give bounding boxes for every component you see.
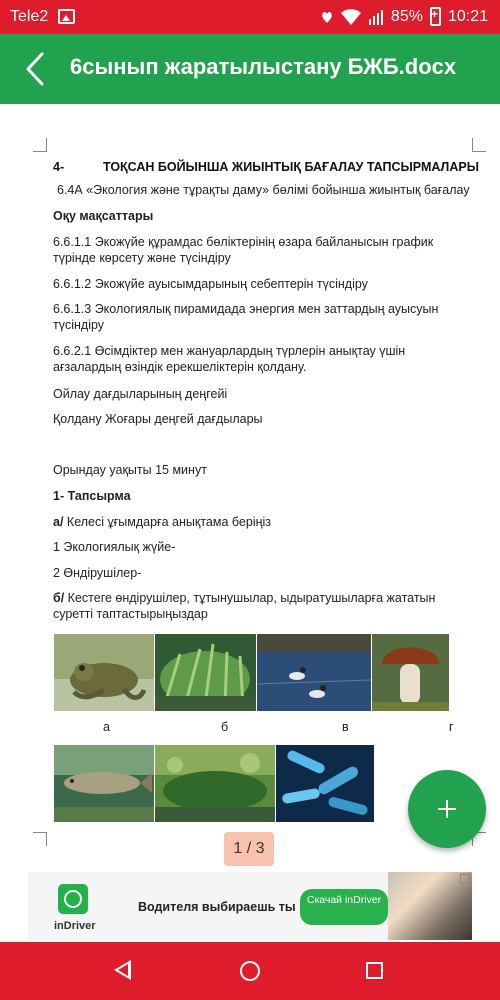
goal-item: 6.6.1.1 Экожүйе құрамдас бөліктерінің өзара байланысын график түрінде көрсету және түсіндіру [53, 235, 434, 265]
mushroom-photo [372, 634, 449, 711]
ducks-photo [257, 634, 371, 711]
page-corner-mark [33, 138, 47, 152]
task-a-text: Келесі ұғымдарға анықтама беріңіз [63, 515, 272, 529]
ad-brand: inDriver [54, 920, 96, 932]
nav-back-icon[interactable] [114, 960, 131, 980]
photo-letter-v: в [342, 720, 349, 734]
photo-letter-b: б [221, 720, 229, 734]
thinking-level: Ойлау дағдыларының деңгейі [53, 387, 228, 401]
task-b-label: б/ [53, 591, 65, 605]
heading-text: ТОҚСАН БОЙЫНША ЖИЫНТЫҚ БАҒАЛАУ ТАПСЫРМАЛАРЫ [103, 160, 479, 174]
goal-item: 6.6.2.1 Өсімдіктер мен жануарлардың түрлерін анықтау үшін ағзалардың өзіндік ерекшеліктерін қолдану. [53, 344, 406, 374]
alarm-icon [320, 9, 334, 25]
thinking-value: Қолдану Жоғары деңгей дағдылары [53, 412, 263, 426]
fish-photo [54, 745, 154, 822]
page-corner-mark [472, 138, 486, 152]
ad-banner[interactable] [28, 872, 472, 940]
ad-download-button[interactable]: Скачай inDriver [300, 889, 388, 925]
grass-photo [155, 634, 256, 711]
clock: 10:21 [447, 7, 488, 25]
photo-letter-g: г [449, 720, 454, 734]
battery-icon [430, 7, 441, 26]
status-bar [0, 0, 500, 34]
task-b-text: Кестеге өндірушілер, тұтынушылар, ыдыратушыларға жататын суретті таптастырыңыздар [53, 591, 436, 621]
wifi-icon [341, 9, 361, 25]
heading-number: 4- [53, 160, 65, 174]
nav-home-icon[interactable] [240, 961, 260, 981]
time-limit: Орындау уақыты 15 минут [53, 463, 207, 477]
task-title: 1- Тапсырма [53, 489, 131, 503]
goal-item: 6.6.1.2 Экожүйе ауысымдарының себептерін түсіндіру [53, 277, 368, 291]
task-b [53, 590, 473, 622]
page-indicator: 1 / 3 [224, 832, 274, 866]
image-notification-icon [58, 9, 75, 24]
ad-info-icon[interactable] [460, 874, 470, 884]
battery-percent: 85% [390, 7, 423, 25]
carrier-label: Tele2 [10, 8, 49, 25]
task-a-label: а/ [53, 515, 64, 529]
back-arrow-icon[interactable] [18, 48, 58, 90]
signal-icon [368, 9, 384, 25]
subheading: 6.4А «Экология және тұрақты даму» бөлімі бойынша жиынтық бағалау [57, 183, 470, 197]
definition-item: 2 Өндірушілер- [53, 566, 142, 580]
indriver-logo-icon [58, 884, 88, 914]
add-fab-button[interactable] [408, 770, 486, 848]
nav-recents-icon[interactable] [366, 962, 383, 979]
page-corner-mark [33, 832, 47, 846]
pond-plants-photo [155, 745, 275, 822]
goals-title: Оқу мақсаттары [53, 209, 154, 223]
task-a [53, 514, 473, 530]
navigation-bar [0, 942, 500, 1000]
photo-letter-a: а [103, 720, 110, 734]
status-icons [320, 7, 488, 26]
goal-item: 6.6.1.3 Экологиялық пирамидада энергия мен заттардың ауысуын түсіндіру [53, 302, 439, 332]
ad-headline: Водителя выбираешь ты [138, 900, 296, 914]
document-title: 6сынып жаратылыстану БЖБ.docx [70, 54, 457, 79]
definition-item: 1 Экологиялық жүйе- [53, 540, 176, 554]
frog-photo [54, 634, 154, 711]
document-page[interactable] [0, 104, 500, 872]
app-bar [0, 34, 500, 104]
bacteria-photo [276, 745, 374, 822]
